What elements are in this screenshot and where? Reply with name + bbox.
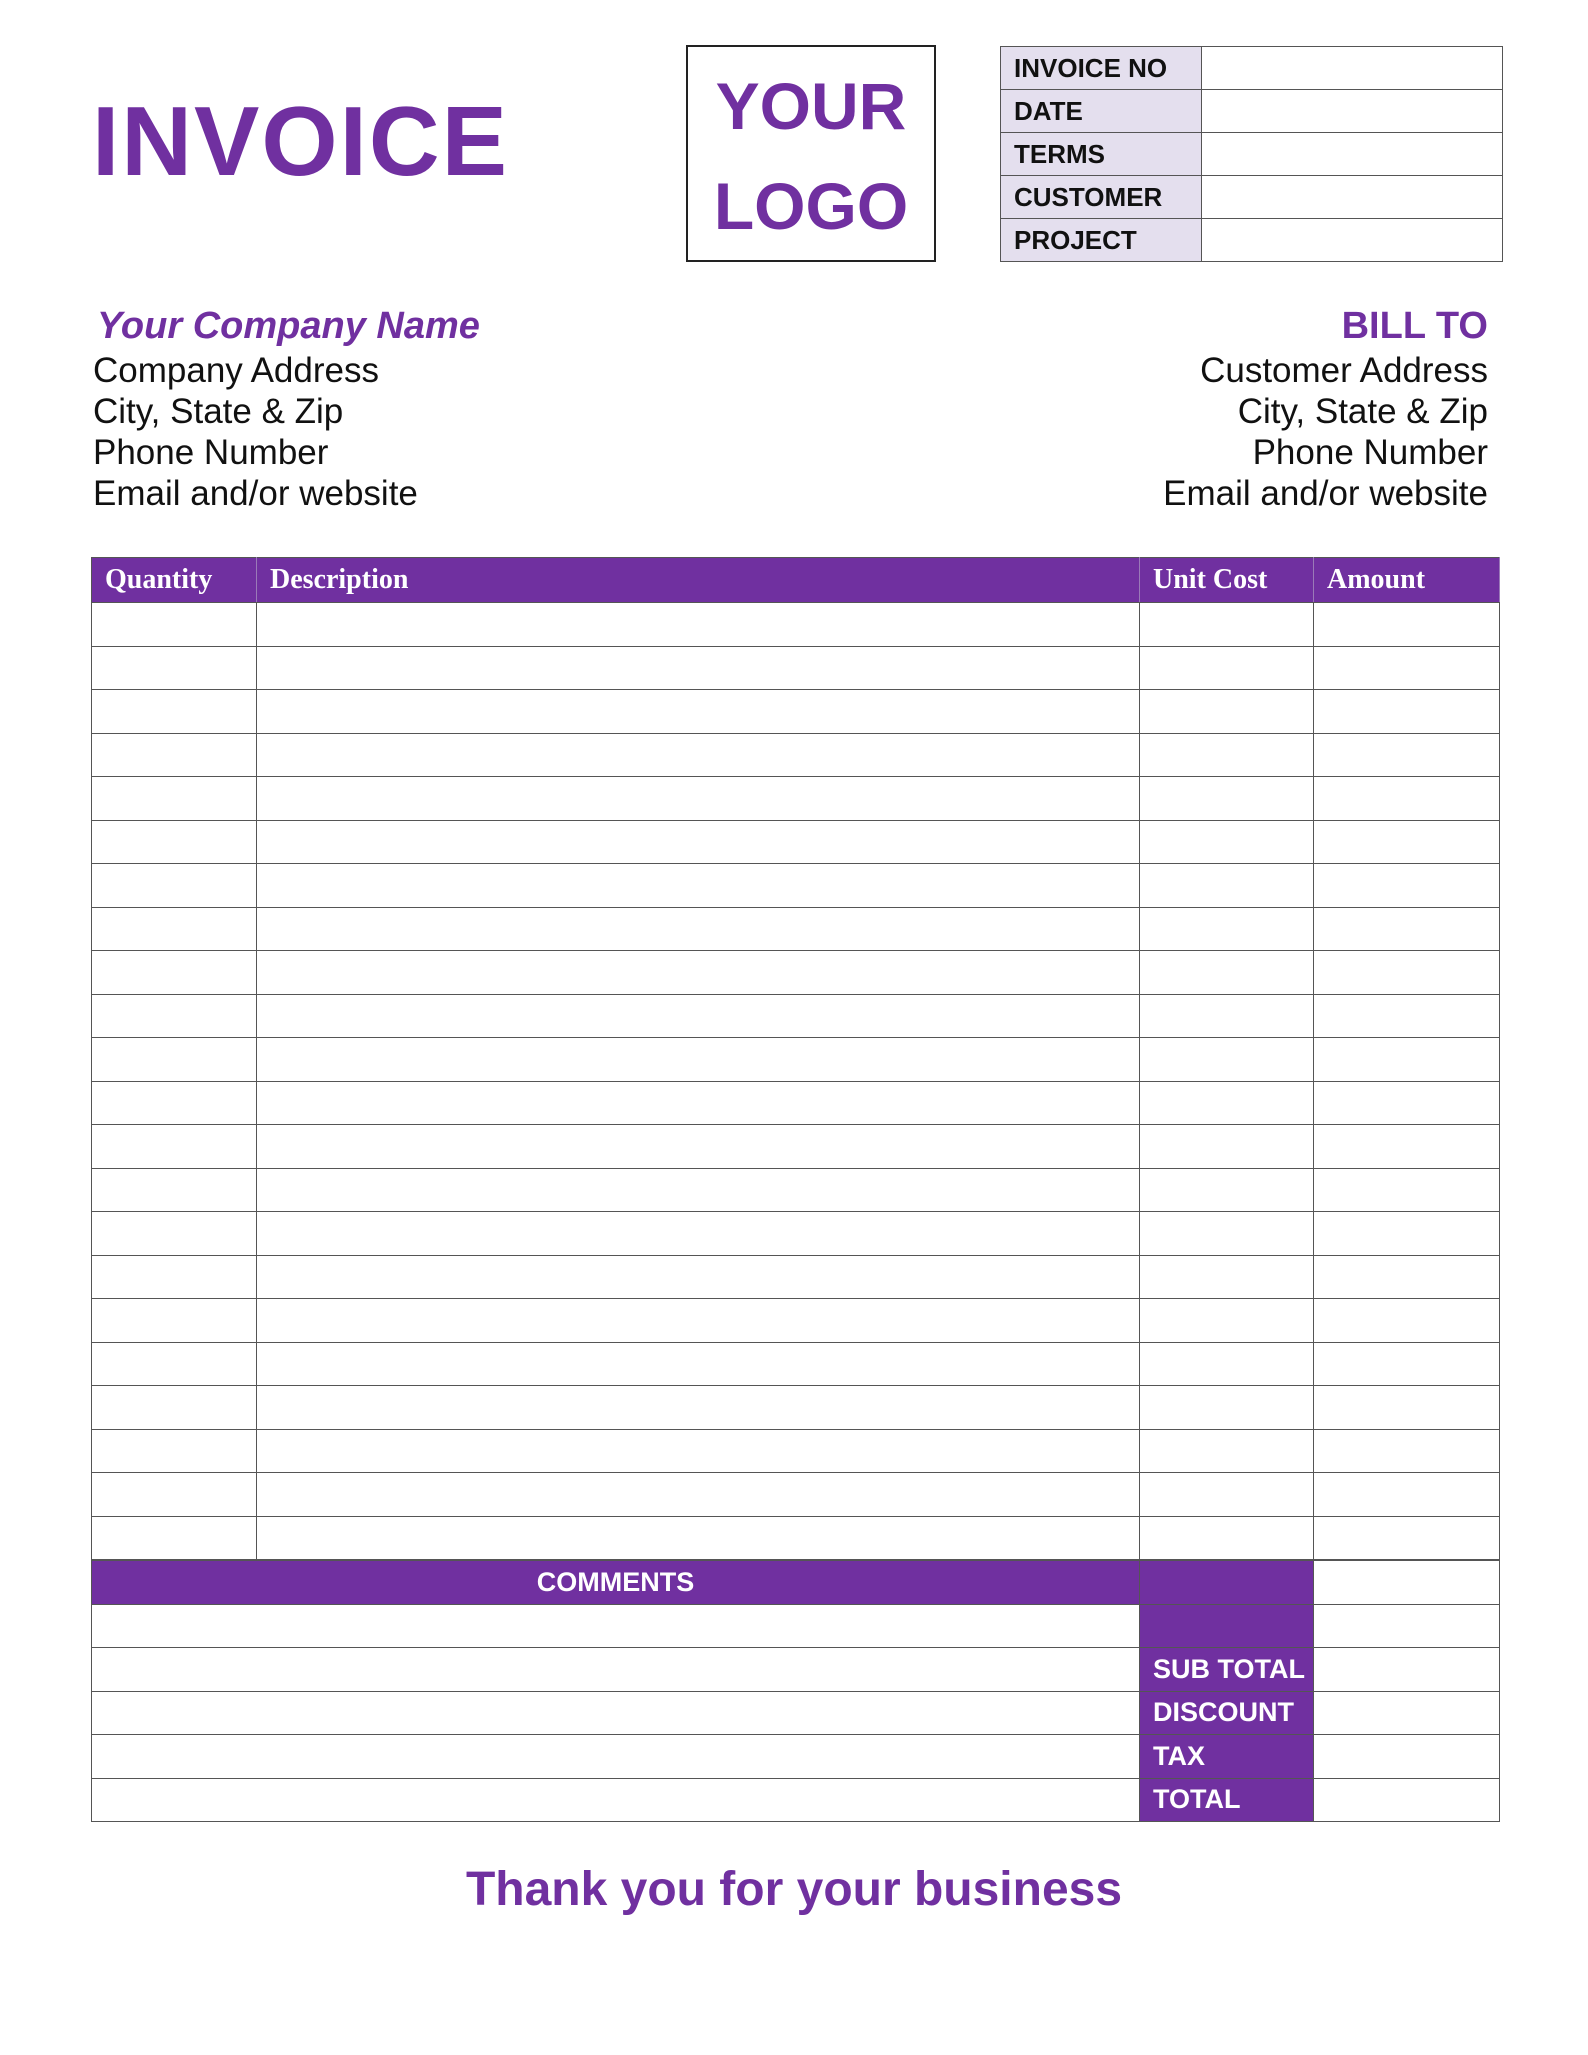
comments-row (92, 1648, 1500, 1692)
thank-you-message: Thank you for your business (465, 1863, 1123, 1916)
comment-line[interactable] (92, 1735, 1140, 1779)
invoice-meta-table (1000, 46, 1503, 262)
table-row (92, 1038, 1500, 1082)
amount-cell[interactable] (1314, 994, 1500, 1038)
unit-cost-cell[interactable] (1140, 646, 1314, 690)
description-cell[interactable] (257, 1081, 1140, 1125)
amount-cell[interactable] (1314, 1299, 1500, 1343)
comments-row (92, 1691, 1500, 1735)
table-row (92, 864, 1500, 908)
summary-label-blank (1140, 1604, 1314, 1648)
comments-label: COMMENTS (92, 1561, 1140, 1605)
amount-cell[interactable] (1314, 864, 1500, 908)
amount-cell[interactable] (1314, 690, 1500, 734)
amount-cell[interactable] (1314, 1429, 1500, 1473)
table-row (92, 1299, 1500, 1343)
unit-cost-cell[interactable] (1140, 733, 1314, 777)
subtotal-value[interactable] (1314, 1648, 1500, 1692)
quantity-cell[interactable] (92, 1081, 257, 1125)
amount-cell[interactable] (1314, 603, 1500, 647)
amount-cell[interactable] (1314, 820, 1500, 864)
unit-cost-cell[interactable] (1140, 951, 1314, 995)
unit-cost-cell[interactable] (1140, 1429, 1314, 1473)
meta-label: CUSTOMER (1001, 176, 1202, 219)
amount-cell[interactable] (1314, 1212, 1500, 1256)
description-cell[interactable] (257, 1386, 1140, 1430)
description-cell[interactable] (257, 646, 1140, 690)
unit-cost-cell[interactable] (1140, 1342, 1314, 1386)
description-cell[interactable] (257, 1212, 1140, 1256)
description-cell[interactable] (257, 603, 1140, 647)
discount-label: DISCOUNT (1140, 1691, 1314, 1735)
comments-header-row (92, 1561, 1500, 1605)
quantity-cell[interactable] (92, 1386, 257, 1430)
unit-cost-cell[interactable] (1140, 1125, 1314, 1169)
date-field[interactable] (1202, 90, 1503, 133)
company-address-block (93, 350, 418, 514)
invoice-no-field[interactable] (1202, 47, 1503, 90)
meta-row-customer (1001, 176, 1503, 219)
description-cell[interactable] (257, 1516, 1140, 1560)
amount-cell[interactable] (1314, 951, 1500, 995)
quantity-cell[interactable] (92, 1473, 257, 1517)
total-label: TOTAL (1140, 1778, 1314, 1822)
unit-cost-cell[interactable] (1140, 777, 1314, 821)
quantity-cell[interactable] (92, 864, 257, 908)
amount-cell[interactable] (1314, 1125, 1500, 1169)
meta-label: TERMS (1001, 133, 1202, 176)
items-body (92, 603, 1500, 1560)
comments-row (92, 1778, 1500, 1822)
quantity-cell[interactable] (92, 690, 257, 734)
unit-cost-cell[interactable] (1140, 690, 1314, 734)
unit-cost-cell[interactable] (1140, 603, 1314, 647)
quantity-cell[interactable] (92, 646, 257, 690)
company-city: City, State & Zip (93, 392, 344, 431)
company-email: Email and/or website (93, 474, 418, 513)
table-row (92, 820, 1500, 864)
column-header-quantity: Quantity (92, 558, 257, 603)
customer-field[interactable] (1202, 176, 1503, 219)
column-header-description: Description (257, 558, 1140, 603)
description-cell[interactable] (257, 777, 1140, 821)
summary-value-blank[interactable] (1314, 1561, 1500, 1605)
customer-phone: Phone Number (1252, 433, 1488, 472)
summary-value-blank[interactable] (1314, 1604, 1500, 1648)
customer-email: Email and/or website (1163, 474, 1488, 513)
amount-cell[interactable] (1314, 1473, 1500, 1517)
quantity-cell[interactable] (92, 1168, 257, 1212)
unit-cost-cell[interactable] (1140, 1081, 1314, 1125)
company-phone: Phone Number (93, 433, 329, 472)
unit-cost-cell[interactable] (1140, 1473, 1314, 1517)
discount-value[interactable] (1314, 1691, 1500, 1735)
quantity-cell[interactable] (92, 1342, 257, 1386)
quantity-cell[interactable] (92, 994, 257, 1038)
unit-cost-cell[interactable] (1140, 907, 1314, 951)
table-row (92, 733, 1500, 777)
quantity-cell[interactable] (92, 777, 257, 821)
amount-cell[interactable] (1314, 646, 1500, 690)
description-cell[interactable] (257, 820, 1140, 864)
description-cell[interactable] (257, 1255, 1140, 1299)
description-cell[interactable] (257, 733, 1140, 777)
description-cell[interactable] (257, 1168, 1140, 1212)
meta-row-date (1001, 90, 1503, 133)
amount-cell[interactable] (1314, 1168, 1500, 1212)
table-row (92, 1255, 1500, 1299)
comment-line[interactable] (92, 1648, 1140, 1692)
quantity-cell[interactable] (92, 1429, 257, 1473)
quantity-cell[interactable] (92, 907, 257, 951)
amount-cell[interactable] (1314, 1386, 1500, 1430)
quantity-cell[interactable] (92, 1516, 257, 1560)
description-cell[interactable] (257, 1038, 1140, 1082)
quantity-cell[interactable] (92, 733, 257, 777)
customer-address-block (1163, 350, 1488, 514)
unit-cost-cell[interactable] (1140, 1255, 1314, 1299)
unit-cost-cell[interactable] (1140, 994, 1314, 1038)
unit-cost-cell[interactable] (1140, 820, 1314, 864)
table-row (92, 1168, 1500, 1212)
tax-label: TAX (1140, 1735, 1314, 1779)
unit-cost-cell[interactable] (1140, 1212, 1314, 1256)
table-row (92, 951, 1500, 995)
table-row (92, 994, 1500, 1038)
items-header-row (92, 558, 1500, 603)
unit-cost-cell[interactable] (1140, 864, 1314, 908)
company-address: Company Address (93, 351, 379, 390)
description-cell[interactable] (257, 1429, 1140, 1473)
comments-row (92, 1735, 1500, 1779)
comment-line[interactable] (92, 1691, 1140, 1735)
invoice-title: INVOICE (92, 86, 509, 196)
meta-row-project (1001, 219, 1503, 262)
amount-cell[interactable] (1314, 1342, 1500, 1386)
meta-row-terms (1001, 133, 1503, 176)
table-row (92, 1429, 1500, 1473)
meta-row-invoice-no (1001, 47, 1503, 90)
description-cell[interactable] (257, 1299, 1140, 1343)
bill-to-heading: BILL TO (1341, 305, 1488, 347)
amount-cell[interactable] (1314, 1255, 1500, 1299)
amount-cell[interactable] (1314, 1081, 1500, 1125)
tax-value[interactable] (1314, 1735, 1500, 1779)
terms-field[interactable] (1202, 133, 1503, 176)
description-cell[interactable] (257, 690, 1140, 734)
unit-cost-cell[interactable] (1140, 1299, 1314, 1343)
table-row (92, 1473, 1500, 1517)
amount-cell[interactable] (1314, 1038, 1500, 1082)
table-row (92, 777, 1500, 821)
description-cell[interactable] (257, 1342, 1140, 1386)
line-items-table (91, 557, 1500, 1560)
unit-cost-cell[interactable] (1140, 1516, 1314, 1560)
description-cell[interactable] (257, 994, 1140, 1038)
description-cell[interactable] (257, 1125, 1140, 1169)
amount-cell[interactable] (1314, 907, 1500, 951)
project-field[interactable] (1202, 219, 1503, 262)
description-cell[interactable] (257, 907, 1140, 951)
meta-label: PROJECT (1001, 219, 1202, 262)
comments-summary-table (91, 1560, 1500, 1822)
table-row (92, 1516, 1500, 1560)
amount-cell[interactable] (1314, 733, 1500, 777)
description-cell[interactable] (257, 864, 1140, 908)
amount-cell[interactable] (1314, 1516, 1500, 1560)
table-row (92, 1212, 1500, 1256)
quantity-cell[interactable] (92, 603, 257, 647)
summary-label-blank (1140, 1561, 1314, 1605)
meta-label: INVOICE NO (1001, 47, 1202, 90)
customer-city: City, State & Zip (1237, 392, 1488, 431)
table-row (92, 907, 1500, 951)
comments-row (92, 1604, 1500, 1648)
quantity-cell[interactable] (92, 820, 257, 864)
amount-cell[interactable] (1314, 777, 1500, 821)
unit-cost-cell[interactable] (1140, 1168, 1314, 1212)
table-row (92, 1125, 1500, 1169)
comment-line[interactable] (92, 1778, 1140, 1822)
logo-line-2: LOGO (713, 169, 909, 243)
quantity-cell[interactable] (92, 1299, 257, 1343)
quantity-cell[interactable] (92, 1038, 257, 1082)
company-name: Your Company Name (97, 305, 480, 347)
description-cell[interactable] (257, 951, 1140, 995)
customer-address: Customer Address (1200, 351, 1488, 390)
comment-line[interactable] (92, 1604, 1140, 1648)
table-row (92, 646, 1500, 690)
description-cell[interactable] (257, 1473, 1140, 1517)
quantity-cell[interactable] (92, 1255, 257, 1299)
quantity-cell[interactable] (92, 1212, 257, 1256)
unit-cost-cell[interactable] (1140, 1038, 1314, 1082)
table-row (92, 1342, 1500, 1386)
quantity-cell[interactable] (92, 1125, 257, 1169)
logo-placeholder (686, 45, 936, 262)
table-row (92, 603, 1500, 647)
unit-cost-cell[interactable] (1140, 1386, 1314, 1430)
meta-label: DATE (1001, 90, 1202, 133)
table-row (92, 1386, 1500, 1430)
table-row (92, 690, 1500, 734)
column-header-unit-cost: Unit Cost (1140, 558, 1314, 603)
column-header-amount: Amount (1314, 558, 1500, 603)
quantity-cell[interactable] (92, 951, 257, 995)
subtotal-label: SUB TOTAL (1140, 1648, 1314, 1692)
total-value[interactable] (1314, 1778, 1500, 1822)
table-row (92, 1081, 1500, 1125)
logo-line-1: YOUR (715, 69, 907, 143)
